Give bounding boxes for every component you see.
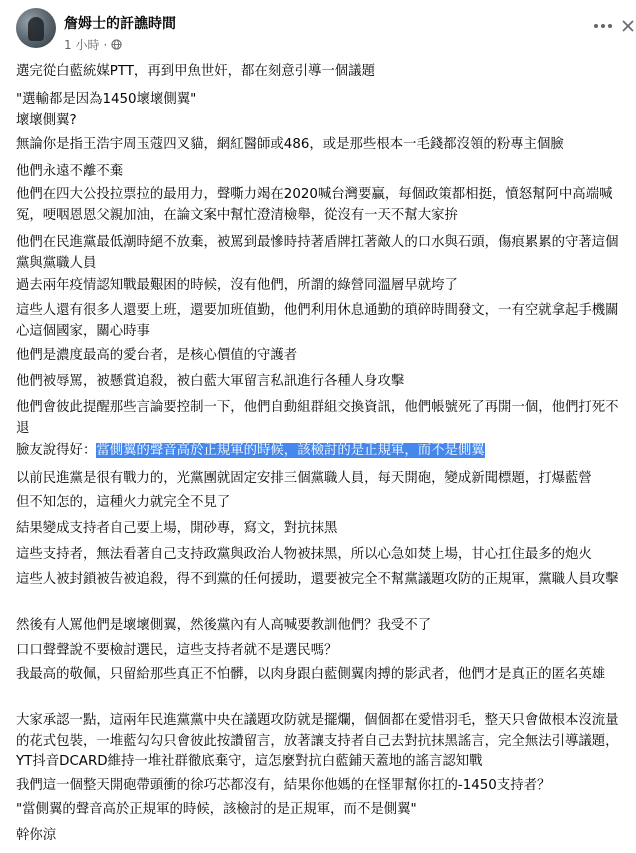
post-paragraph: 結果變成支持者自己要上場，開砂專，寫文，對抗抹黑	[16, 521, 338, 536]
post-paragraph: 但不知怎的，這種火力就完全不見了	[16, 495, 231, 510]
post-paragraph: 以前民進黨是很有戰力的，光黨團就固定安排三個黨職人員，每天開砲，變成新聞標題，打爆藍營	[16, 471, 592, 486]
quote-prefix: 臉友說得好：	[16, 443, 97, 458]
avatar-figure	[28, 17, 44, 41]
globe-icon	[111, 39, 122, 50]
post-paragraph: "選輸都是因為1450壞壞側翼"	[16, 92, 197, 107]
post-paragraph: 無論你是指王浩宇周玉蔻四叉貓，網紅醫師或486，或是那些根本一毛錢都沒領的粉專主個臉	[16, 137, 564, 152]
author-name[interactable]: 詹姆士的訐譙時間	[64, 16, 176, 32]
post-paragraph: 他們在四大公投拉票拉的最用力，聲嘶力竭在2020喊台灣要贏，每個政策都相挺，憤怒幫阿中高端喊冤，哽咽恩恩父親加油，在論文案中幫忙澄清檢舉，從沒有一天不幫大家拚	[16, 187, 613, 223]
post-paragraph: 他們會彼此提醒那些言論要控制一下，他們自動組群組交換資訊，他們帳號死了再開一個，他們打死不退	[16, 400, 619, 436]
post-paragraph: 過去兩年疫情認知戰最艱困的時候，沒有他們，所謂的綠營同溫層早就垮了	[16, 278, 458, 293]
post-paragraph: 這些支持者，無法看著自己支持政黨與政治人物被抹黑，所以心急如焚上場，甘心扛住最多的炮火	[16, 547, 592, 562]
highlighted-quote: 當側翼的聲音高於正規軍的時候，該檢討的是正規軍，而不是側翼	[96, 443, 485, 458]
post-time[interactable]: 1 小時	[64, 38, 100, 52]
post-header	[0, 0, 636, 58]
more-options-icon[interactable]	[592, 20, 614, 32]
post-paragraph: 大家承認一點，這兩年民進黨黨中央在議題攻防就是擺爛，個個都在愛惜羽毛，整天只會做根本沒流量的花式包裝，一堆藍勾勾只會彼此按讚留言，放著讓支持者自己去對抗抹黑謠言，完全無法引導議題，YT抖音DCARD維持一堆社群徹底棄守，這怎麼對抗白藍鋪天蓋地的謠言認知戰	[16, 713, 619, 770]
post-paragraph: 他們被辱罵，被懸賞追殺，被白藍大軍留言私訊進行各種人身攻擊	[16, 374, 405, 389]
post-paragraph: 這些人還有很多人還要上班，還要加班值勤，他們利用休息通勤的瑣碎時間發文，一有空就拿起手機關心這個國家，關心時事	[16, 303, 619, 339]
post-paragraph: 他們永遠不離不棄	[16, 164, 124, 179]
post-paragraph: 幹你涼	[16, 828, 57, 843]
post-paragraph: 他們是濃度最高的愛台者，是核心價值的守護者	[16, 348, 298, 363]
post-paragraph: 壞壞側翼?	[16, 113, 77, 128]
post-paragraph: 我最高的敬佩，只留給那些真正不怕髒，以肉身跟白藍側翼肉搏的影武者，他們才是真正的匿名英雄	[16, 667, 606, 682]
post-paragraph: 我們這一個整天開砲帶頭衝的徐巧芯都沒有，結果你他媽的在怪罪幫你扛的-1450支持者？	[16, 778, 551, 793]
post-paragraph: 口口聲聲說不要檢討選民，這些支持者就不是選民嗎？	[16, 643, 338, 658]
avatar[interactable]	[16, 8, 56, 48]
post-meta	[64, 36, 122, 53]
post-paragraph: "當側翼的聲音高於正規軍的時候，該檢討的是正規軍，而不是側翼"	[16, 802, 417, 817]
post-paragraph: 他們在民進黨最低潮時絕不放棄，被罵到最慘時持著盾牌扛著敵人的口水與石頭，傷痕累累的守著這個黨與黨職人員	[16, 235, 619, 271]
quote-paragraph	[16, 441, 622, 462]
close-icon[interactable]	[622, 20, 634, 32]
post-paragraph: 然後有人罵他們是壞壞側翼，然後黨內有人高喊要教訓他們？我受不了	[16, 618, 432, 633]
post-paragraph: 選完從白藍統媒PTT，再到甲魚世奸，都在刻意引導一個議題	[16, 64, 375, 79]
meta-separator: ·	[103, 37, 108, 52]
post-paragraph: 這些人被封鎖被告被追殺，得不到黨的任何援助，還要被完全不幫黨議題攻防的正規軍，黨職人員攻擊	[16, 572, 619, 587]
